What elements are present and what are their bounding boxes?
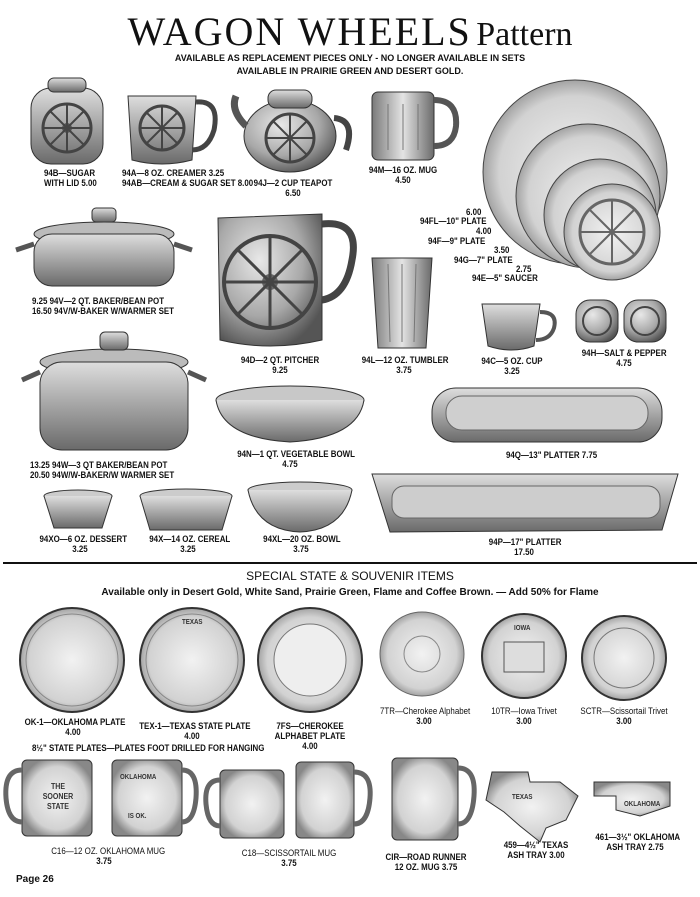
label-plate-9: 94F—9" PLATE xyxy=(428,236,486,246)
texas-ashtray-text: TEXAS xyxy=(512,794,533,801)
salt-pepper-image xyxy=(576,300,666,342)
oklahoma-ashtray-text: OKLAHOMA xyxy=(624,801,661,808)
label-cherokee-trivet: 7TR—Cherokee Alphabet 3.00 xyxy=(380,706,471,726)
colors-note: AVAILABLE IN PRAIRIE GREEN AND DESERT GOLD. xyxy=(236,66,464,76)
availability-note: AVAILABLE AS REPLACEMENT PIECES ONLY - NO LONGER AVAILABLE IN SETS xyxy=(174,53,526,63)
platter-13-image xyxy=(432,388,662,442)
label-cherokee-plate: 7FS—CHEROKEE ALPHABET PLATE 4.00 xyxy=(274,721,346,751)
special-heading: SPECIAL STATE & SOUVENIR ITEMS xyxy=(246,569,454,583)
title-main: WAGON WHEELS xyxy=(127,9,472,54)
label-road-runner-mug: CIR—ROAD RUNNER 12 OZ. MUG 3.75 xyxy=(385,852,467,872)
label-platter-13: 94Q—13" PLATTER 7.75 xyxy=(506,450,598,460)
label-texas-ashtray: 459—4½" TEXAS ASH TRAY 3.00 xyxy=(503,840,569,860)
plates-stack-image xyxy=(483,80,667,280)
label-saucer: 94E—5" SAUCER xyxy=(472,273,538,283)
baker-3qt-image xyxy=(22,332,206,450)
cereal-bowl-image xyxy=(140,489,232,530)
platter-17-image xyxy=(372,474,678,532)
label-pitcher: 94D—2 QT. PITCHER 9.25 xyxy=(240,355,320,375)
ok-mug-text-2: IS OK. xyxy=(128,813,147,820)
label-sugar: 94B—SUGAR WITH LID 5.00 xyxy=(44,168,97,188)
label-iowa-trivet: 10TR—Iowa Trivet 3.00 xyxy=(491,706,557,726)
cherokee-trivet-image xyxy=(380,612,464,696)
label-bowl-20: 94XL—20 OZ. BOWL 3.75 xyxy=(263,534,341,554)
cup-image xyxy=(482,304,555,350)
price-plate-7: 3.50 xyxy=(494,245,510,255)
creamer-image xyxy=(128,96,215,164)
label-oklahoma-plate: OK-1—OKLAHOMA PLATE 4.00 xyxy=(24,717,126,737)
texas-ashtray-image xyxy=(486,772,578,842)
page-number: Page 26 xyxy=(16,874,54,885)
label-baker-3qt: 13.25 94W—3 QT BAKER/BEAN POT 20.50 94W/W-BAKER/W WARMER SET xyxy=(30,460,175,480)
mug-image xyxy=(372,92,456,160)
section-divider xyxy=(3,562,697,564)
price-plate-10: 6.00 xyxy=(466,207,482,217)
ok-mug-text-1: OKLAHOMA xyxy=(120,774,157,781)
ok-mug-image xyxy=(112,760,196,836)
vegetable-bowl-image xyxy=(216,386,364,442)
label-platter-17: 94P—17" PLATTER 17.50 xyxy=(488,537,562,557)
label-plate-7: 94G—7" PLATE xyxy=(454,255,513,265)
dessert-bowl-image xyxy=(44,490,112,528)
road-runner-mug-image xyxy=(392,758,474,840)
label-tumbler: 94L—12 OZ. TUMBLER 3.75 xyxy=(361,355,449,375)
oklahoma-plate-image xyxy=(20,608,124,712)
cherokee-plate-image xyxy=(258,608,362,712)
teapot-image xyxy=(234,90,349,172)
scissortail-mug-1-image xyxy=(206,770,284,838)
sugar-bowl-image xyxy=(31,78,103,164)
label-mug: 94M—16 OZ. MUG 4.50 xyxy=(368,165,438,185)
label-oklahoma-ashtray: 461—3½" OKLAHOMA ASH TRAY 2.75 xyxy=(595,832,681,852)
label-cereal: 94X—14 OZ. CEREAL 3.25 xyxy=(149,534,231,554)
scissortail-trivet-image xyxy=(582,616,666,700)
pitcher-image xyxy=(218,214,353,346)
label-scissortail-trivet: SCTR—Scissortail Trivet 3.00 xyxy=(580,706,668,726)
label-dessert: 94XO—6 OZ. DESSERT 3.25 xyxy=(39,534,128,554)
label-cup: 94C—5 OZ. CUP 3.25 xyxy=(481,356,543,376)
label-teapot: 94J—2 CUP TEAPOT 6.50 xyxy=(253,178,333,198)
iowa-trivet-text: IOWA xyxy=(514,625,531,632)
label-plate-10: 94FL—10" PLATE xyxy=(420,216,487,226)
tumbler-image xyxy=(372,258,432,348)
price-plate-9: 4.00 xyxy=(476,226,492,236)
label-salt-pepper: 94H—SALT & PEPPER 4.75 xyxy=(581,348,667,368)
special-subheading: Available only in Desert Gold, White Sand, Prairie Green, Flame and Coffee Brown. — Add 50% for Flame xyxy=(101,587,599,598)
label-creamer: 94A—8 OZ. CREAMER 3.25 94AB—CREAM & SUGAR SET 8.00 xyxy=(122,168,254,188)
label-vegetable-bowl: 94N—1 QT. VEGETABLE BOWL 4.75 xyxy=(237,449,355,469)
baker-2qt-image xyxy=(16,208,192,286)
label-baker-2qt: 9.25 94V—2 QT. BAKER/BEAN POT 16.50 94V/W-BAKER W/WARMER SET xyxy=(32,296,174,316)
price-saucer: 2.75 xyxy=(516,264,532,274)
bowl-20-image xyxy=(248,482,352,532)
title-suffix: Pattern xyxy=(476,16,573,53)
label-oklahoma-mug: C16—12 OZ. OKLAHOMA MUG 3.75 xyxy=(51,846,166,866)
label-scissortail-mug: C18—SCISSORTAIL MUG 3.75 xyxy=(241,848,337,868)
state-plates-note: 8½" STATE PLATES—PLATES FOOT DRILLED FOR HANGING xyxy=(32,743,265,753)
sooner-mug-text: THE SOONER STATE xyxy=(42,782,74,811)
scissortail-mug-2-image xyxy=(296,762,370,838)
label-texas-plate: TEX-1—TEXAS STATE PLATE 4.00 xyxy=(139,721,251,741)
oklahoma-ashtray-image xyxy=(594,782,670,816)
texas-plate-text: TEXAS xyxy=(182,619,203,626)
